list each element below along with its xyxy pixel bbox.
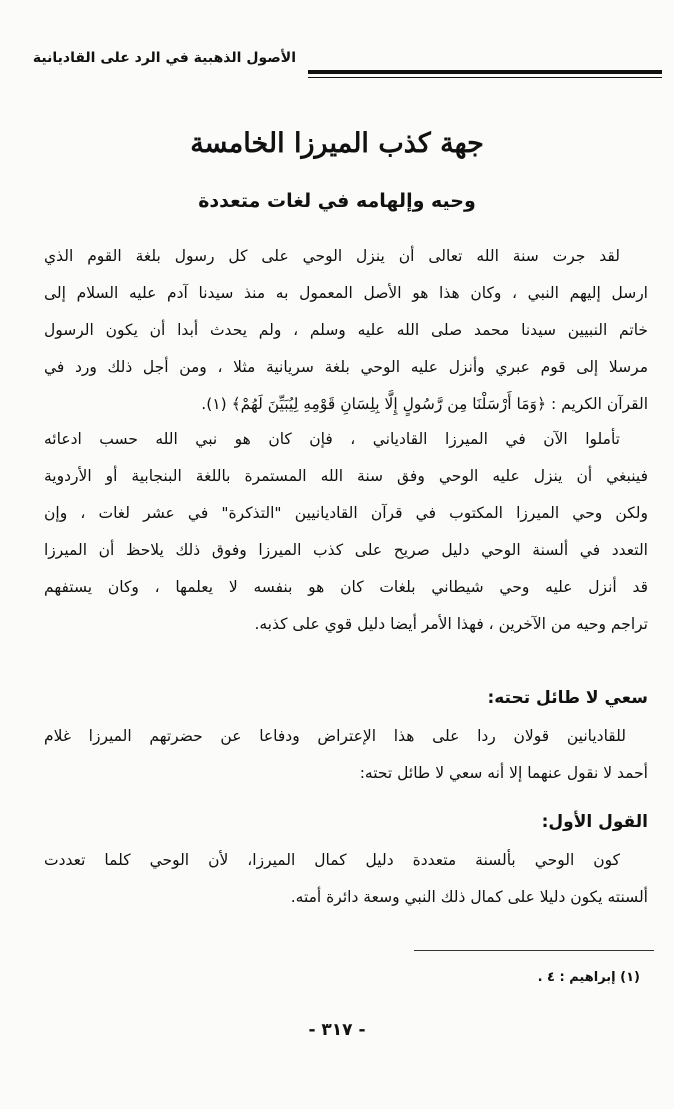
paragraph-line: ألسنته يكون دليلا على كمال ذلك النبي وسعة دائرة أمته. [290,888,648,906]
footnote: (١) إبراهيم : ٤ . [537,970,640,985]
paragraph-line: ارسل إليهم النبي ، وكان هذا هو الأصل المعمول به منذ سيدنا آدم عليه السلام إلى [44,284,648,302]
quran-verse-line [44,386,648,423]
paragraph-line: تراجم وحيه من الآخرين ، فهذا الأمر أيضا دليل قوي على كذبه. [254,615,648,633]
header-rule-thick [308,70,662,74]
paragraph-3 [44,718,648,792]
paragraph-line: تأملوا الآن في الميرزا القادياني ، فإن كان هو نبي الله حسب ادعائه [44,430,620,448]
paragraph-2 [44,421,648,643]
quran-verse: ﴿وَمَا أَرْسَلْنَا مِن رَّسُولٍ إِلَّا بِلِسَانِ قَوْمِهِ لِيُبَيِّنَ لَهُمْ﴾ [231,395,547,413]
section-title: جهة كذب الميرزا الخامسة [190,128,484,159]
paragraph-line: مرسلا إلى قوم عبري وأنزل عليه الوحي بلغة سريانية مثلا ، ومن أجل ذلك ورد في [44,358,648,376]
paragraph-line: كون الوحي بألسنة متعددة دليل كمال الميرزا، لأن الوحي كلما تعددت [44,851,620,869]
paragraph-line: خاتم النبيين سيدنا محمد صلى الله عليه وسلم ، ولم يحدث أبدا أن يكون الرسول [44,321,648,339]
footnote-separator [414,950,654,951]
paragraph-1 [44,238,648,423]
paragraph-line: أحمد لا نقول عنهما إلا أنه سعي لا طائل تحته: [359,764,648,782]
paragraph-line: للقاديانين قولان ردا على هذا الإعتراض ودفاعا عن حضرتهم الميرزا غلام [44,727,626,745]
paragraph-4 [44,842,648,916]
page-number: - ٣١٧ - [308,1020,366,1040]
quran-prefix: القرآن الكريم : [546,395,648,413]
paragraph-line: لقد جرت سنة الله تعالى أن ينزل الوحي على كل رسول بلغة القوم الذي [44,247,620,265]
paragraph-line: التعدد في ألسنة الوحي دليل صريح على كذب الميرزا وفوق ذلك يلاحظ أن الميرزا [44,541,648,559]
running-title: الأصول الذهبية في الرد على القاديانية [32,50,296,66]
header-rule-thin [308,77,662,78]
section-subtitle: وحيه وإلهامه في لغات متعددة [198,190,476,212]
heading-futile-effort: سعي لا طائل تحته: [487,688,648,708]
footnote-marker: (١). [201,395,232,413]
heading-first-saying: القول الأول: [541,812,648,832]
paragraph-line: فينبغي أن ينزل عليه الوحي وفق سنة الله المستمرة باللغة البنجابية أو الأردوية [44,467,648,485]
paragraph-line: ولكن وحي الميرزا المكتوب في قرآن القاديانيين "التذكرة" في عشر لغات ، وإن [44,504,648,522]
paragraph-line: قد أنزل عليه وحي شيطاني بلغات كان هو بنفسه لا يعلمها ، وكان يستفهم [44,578,648,596]
